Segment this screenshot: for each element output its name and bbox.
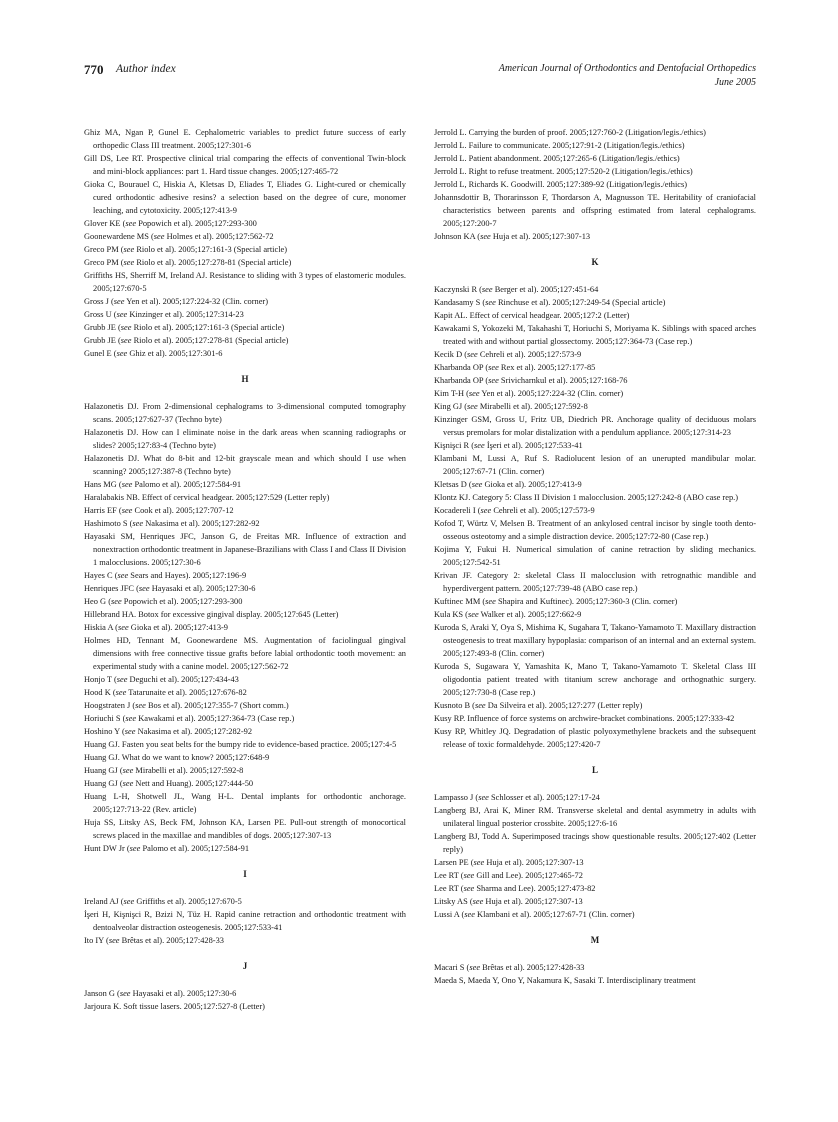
index-entry (434, 361, 756, 374)
entry-citation: Cook et al). 2005;127:707-12 (132, 506, 234, 515)
index-entry: Krivan JF. Category 2: skeletal Class II malocclusion with retrognathic mandible and hyperdivergent pattern. 2005;127:739-48 (ABO case rep.) (434, 571, 756, 593)
index-entry (84, 842, 406, 855)
index-entry (434, 699, 756, 712)
index-entry (84, 673, 406, 686)
entry-author: Kuftinec MM ( (434, 597, 486, 606)
index-letter-heading: M (590, 935, 600, 945)
entry-citation: Hayasaki et al). 2005;127:30-6 (149, 584, 256, 593)
see-reference: see (108, 936, 120, 945)
index-entry (84, 934, 406, 947)
see-reference: see (474, 441, 485, 450)
index-entry: Kuroda S, Araki Y, Oya S, Mishima K, Sugahara T, Takano-Yamamoto T. Maxillary distraction osteogenesis to treat maxillary hypoplasia: comparison of an internal and an external system. 2005;127:493-8 (Clin. corner) (434, 623, 756, 658)
entry-author: Honjo T ( (84, 675, 117, 684)
entry-author: Kocadereli I ( (434, 506, 481, 515)
see-reference: see (123, 245, 135, 254)
see-reference: see (138, 584, 150, 593)
index-entry (84, 256, 406, 269)
entry-author: Hoshino Y ( (84, 727, 125, 736)
entry-citation: Nakasima et al). 2005;127:282-92 (135, 727, 253, 736)
entry-citation: İşeri et al). 2005;127:533-41 (484, 441, 583, 450)
index-letter-heading: K (591, 257, 599, 267)
index-entry: Kofod T, Würtz V, Melsen B. Treatment of an ankylosed central incisor by single tooth dento-osseous osteotomy and a simple distraction device. 2005;127:72-80 (Case rep.) (434, 519, 756, 541)
index-entry (434, 478, 756, 491)
entry-citation: Bos et al). 2005;127:355-7 (Short comm.) (145, 701, 289, 710)
index-entry (434, 791, 756, 804)
index-entry: Maeda S, Maeda Y, Ono Y, Nakamura K, Sasaki T. Interdisciplinary treatment (434, 976, 696, 985)
index-entry (84, 621, 406, 634)
entry-author: Kula KS ( (434, 610, 468, 619)
index-letter-heading: I (243, 869, 247, 879)
see-reference: see (129, 844, 141, 853)
see-reference: see (120, 336, 132, 345)
index-entry: Ghiz MA, Ngan P, Gunel E. Cephalometric variables to predict future success of early orthopedic Class III treatment. 2005;127:301-6 (84, 128, 406, 150)
entry-author: Kecik D ( (434, 350, 468, 359)
entry-citation: Holmes et al). 2005;127:562-72 (164, 232, 274, 241)
entry-citation: Griffiths et al). 2005;127:670-5 (134, 897, 242, 906)
page-header (84, 62, 756, 96)
see-reference: see (121, 506, 133, 515)
section-title: Author index (116, 63, 176, 75)
entry-author: Lee RT ( (434, 871, 464, 880)
index-entry (434, 504, 756, 517)
entry-citation: Shapira and Kuftinec). 2005;127:360-3 (Clin. corner) (495, 597, 678, 606)
index-entry (84, 764, 406, 777)
index-entry: Jerrold L. Carrying the burden of proof. 2005;127:760-2 (Litigation/legis./ethics) (434, 128, 706, 137)
entry-author: Ireland AJ ( (84, 897, 124, 906)
entry-citation: Nett and Huang). 2005;127:444-50 (133, 779, 254, 788)
entry-author: Harris EF ( (84, 506, 122, 515)
entry-author: Gunel E ( (84, 349, 117, 358)
entry-author: Gross U ( (84, 310, 117, 319)
entry-author: Ito IY ( (84, 936, 109, 945)
entry-author: Greco PM ( (84, 245, 124, 254)
index-entry (84, 517, 406, 530)
index-letter-heading: H (241, 374, 249, 384)
index-entry: Halazonetis DJ. How can I eliminate noise in the dark areas when scanning radiographs or slides? 2005;127:83-4 (Techno byte) (84, 428, 406, 450)
entry-citation: Srivicharnkul et al). 2005;127:168-76 (498, 376, 628, 385)
entry-citation: Rex et al). 2005;127:177-85 (498, 363, 596, 372)
entry-author: Hans MG ( (84, 480, 122, 489)
see-reference: see (488, 363, 499, 372)
entry-citation: Mirabelli et al). 2005;127:592-8 (133, 766, 244, 775)
index-entry: Hillebrand HA. Botox for excessive gingival display. 2005;127:645 (Letter) (84, 610, 339, 619)
see-reference: see (124, 727, 136, 736)
index-entry (434, 895, 756, 908)
see-reference: see (121, 480, 133, 489)
entry-author: Hiskia A ( (84, 623, 118, 632)
entry-citation: Schlosser et al). 2005;127:17-24 (488, 793, 600, 802)
index-entry (84, 217, 406, 230)
entry-author: Heo G ( (84, 597, 111, 606)
entry-author: Hood K ( (84, 688, 116, 697)
entry-author: Henriques JFC ( (84, 584, 139, 593)
index-entry (84, 569, 406, 582)
index-entry: Huang L-H, Shotwell JL, Wang H-L. Dental implants for orthodontic anchorage. 2005;127:713-22 (Rev. article) (84, 792, 406, 814)
entry-author: Litsky AS ( (434, 897, 473, 906)
index-entry (84, 230, 406, 243)
index-entry (434, 348, 756, 361)
see-reference: see (125, 219, 137, 228)
entry-citation: Gill and Lee). 2005;127:465-72 (474, 871, 583, 880)
entry-author: Janson G ( (84, 989, 120, 998)
see-reference: see (468, 389, 480, 398)
index-entry (84, 712, 406, 725)
entry-citation: Huja et al). 2005;127:307-13 (483, 897, 583, 906)
see-reference: see (123, 258, 135, 267)
index-entry (84, 504, 406, 517)
index-entry: Jerrold L. Patient abandonment. 2005;127:265-6 (Litigation/legis./ethics) (434, 154, 680, 163)
index-entry: Gioka C, Bourauel C, Hiskia A, Kletsas D, Eliades T, Eliades G. Light-cured or chemically cured orthodontic adhesive resins? a selection based on the degree of cure, monomer leaching, and cytotoxicity. 2005;127:413-9 (84, 180, 406, 215)
index-entry: Griffiths HS, Sherriff M, Ireland AJ. Resistance to sliding with 3 types of elastomeric modules. 2005;127:670-5 (84, 271, 406, 293)
see-reference: see (485, 597, 496, 606)
entry-author: Kişnişci R ( (434, 441, 475, 450)
index-entry (84, 895, 406, 908)
see-reference: see (120, 323, 132, 332)
see-reference: see (469, 963, 481, 972)
index-entry (434, 400, 756, 413)
index-entry (434, 374, 756, 387)
see-reference: see (113, 297, 125, 306)
index-entry (434, 869, 756, 882)
index-entry: Langberg BJ, Arai K, Miner RM. Transverse skeletal and dental asymmetry in adults with unilateral lingual posterior crossbite. 2005;127:6-16 (434, 806, 756, 828)
entry-citation: Riolo et al). 2005;127:278-81 (Special article) (134, 258, 292, 267)
entry-author: Kharbanda OP ( (434, 376, 489, 385)
see-reference: see (471, 480, 483, 489)
entry-citation: Sears and Hayes). 2005;127:196-9 (128, 571, 247, 580)
see-reference: see (117, 571, 129, 580)
index-entry: İşeri H, Kişnişci R, Bzizi N, Tüz H. Rapid canine retraction and orthodontic treatment with dentoalveolar distraction osteogenesis. 2005;127:533-41 (84, 910, 406, 932)
entry-author: Kletsas D ( (434, 480, 472, 489)
entry-author: Lussi A ( (434, 910, 465, 919)
index-entry (84, 595, 406, 608)
see-reference: see (117, 623, 129, 632)
index-entry (84, 686, 406, 699)
entry-citation: Rinchuse et al). 2005;127:249-54 (Special article) (495, 298, 666, 307)
index-entry (84, 478, 406, 491)
index-entry (84, 295, 406, 308)
see-reference: see (473, 858, 485, 867)
index-entry (84, 582, 406, 595)
entry-author: Goonewardene MS ( (84, 232, 154, 241)
entry-citation: Riolo et al). 2005;127:161-3 (Special article) (131, 323, 285, 332)
entry-author: Hayes C ( (84, 571, 118, 580)
see-reference: see (463, 884, 475, 893)
see-reference: see (135, 701, 146, 710)
right-column (434, 126, 756, 987)
entry-author: Hashimoto S ( (84, 519, 133, 528)
index-entry (434, 439, 756, 452)
index-entry (434, 608, 756, 621)
entry-author: Lampasso J ( (434, 793, 479, 802)
entry-author: Greco PM ( (84, 258, 124, 267)
index-entry (434, 856, 756, 869)
see-reference: see (467, 610, 479, 619)
index-entry (434, 296, 756, 309)
entry-citation: Popowich et al). 2005;127:293-300 (121, 597, 243, 606)
entry-citation: Palomo et al). 2005;127:584-91 (140, 844, 250, 853)
index-entry: Gill DS, Lee RT. Prospective clinical trial comparing the effects of conventional Twin-block and mini-block appliances: part 1. Hard tissue changes. 2005;127:465-72 (84, 154, 406, 176)
see-reference: see (474, 701, 486, 710)
entry-citation: Cehreli et al). 2005;127:573-9 (491, 506, 595, 515)
index-entry: Jarjoura K. Soft tissue lasers. 2005;127:527-8 (Letter) (84, 1002, 265, 1011)
entry-author: Grubb JE ( (84, 336, 121, 345)
index-entry: Kawakami S, Yokozeki M, Takahashi T, Horiuchi S, Moriyama K. Siblings with spaced arches treated with and without partial glossectomy. 2005;127:364-73 (Case rep.) (434, 324, 756, 346)
index-entry: Hayasaki SM, Henriques JFC, Janson G, de Freitas MR. Influence of extraction and nonextraction orthodontic treatment in Japanese-Brazilians with Class I and Class II Division 1 malocclusions. 2005;127:30-6 (84, 532, 406, 567)
see-reference: see (485, 298, 496, 307)
index-entry (434, 387, 756, 400)
index-entry (434, 908, 756, 921)
index-entry (84, 243, 406, 256)
entry-citation: Yen et al). 2005;127:224-32 (Clin. corner) (479, 389, 624, 398)
entry-citation: Gioka et al). 2005;127:413-9 (482, 480, 582, 489)
entry-author: Johnson KA ( (434, 232, 481, 241)
journal-title: American Journal of Orthodontics and Dentofacial Orthopedics (498, 63, 756, 74)
index-entry (84, 725, 406, 738)
see-reference: see (116, 310, 128, 319)
see-reference: see (467, 350, 478, 359)
entry-author: Grubb JE ( (84, 323, 121, 332)
index-entry (84, 987, 406, 1000)
see-reference: see (488, 376, 499, 385)
index-entry: Johannsdottir B, Thorarinsson F, Thordarson A, Magnusson TE. Heritability of craniofacial characteristics between parents and offspring estimated from lateral cephalograms. 2005;127:200-7 (434, 193, 756, 228)
entry-citation: Kinzinger et al). 2005;127:314-23 (127, 310, 244, 319)
see-reference: see (116, 349, 128, 358)
index-entry (434, 882, 756, 895)
entry-author: Hunt DW Jr ( (84, 844, 130, 853)
see-reference: see (122, 779, 134, 788)
index-entry (84, 777, 406, 790)
see-reference: see (464, 910, 475, 919)
index-entry: Kapit AL. Effect of cervical headgear. 2005;127:2 (Letter) (434, 311, 630, 320)
entry-author: Macari S ( (434, 963, 470, 972)
index-entry: Jerrold L. Failure to communicate. 2005;127:91-2 (Litigation/legis./ethics) (434, 141, 685, 150)
index-entry: Kojima Y, Fukui H. Numerical simulation of canine retraction by sliding mechanics. 2005;127:542-51 (434, 545, 756, 567)
entry-author: Huang GJ ( (84, 779, 123, 788)
see-reference: see (153, 232, 165, 241)
index-entry: Kusy RP. Influence of force systems on archwire-bracket combinations. 2005;127:333-42 (434, 714, 735, 723)
entry-author: Kim T-H ( (434, 389, 469, 398)
entry-citation: Sharma and Lee). 2005;127:473-82 (474, 884, 596, 893)
see-reference: see (123, 897, 135, 906)
index-entry: Klontz KJ. Category 5: Class II Division 1 malocclusion. 2005;127:242-8 (ABO case rep.) (434, 493, 739, 502)
index-entry: Haralabakis NB. Effect of cervical headgear. 2005;127:529 (Letter reply) (84, 493, 330, 502)
see-reference: see (480, 506, 492, 515)
see-reference: see (116, 675, 128, 684)
see-reference: see (481, 285, 493, 294)
entry-citation: Palomo et al). 2005;127:584-91 (132, 480, 242, 489)
entry-citation: Walker et al). 2005;127:662-9 (478, 610, 582, 619)
see-reference: see (463, 871, 475, 880)
entry-citation: Popowich et al). 2005;127:293-300 (136, 219, 257, 228)
entry-author: Lee RT ( (434, 884, 464, 893)
entry-citation: Berger et al). 2005;127:451-64 (492, 285, 599, 294)
index-entry (434, 283, 756, 296)
index-entry: Huja SS, Litsky AS, Beck FM, Johnson KA, Larsen PE. Pull-out strength of monocortical screws placed in the maxillae and mandibles of dogs. 2005;127:307-13 (84, 818, 406, 840)
entry-citation: Gioka et al). 2005;127:413-9 (128, 623, 228, 632)
entry-citation: Hayasaki et al). 2005;127:30-6 (130, 989, 237, 998)
see-reference: see (467, 402, 478, 411)
entry-author: King GJ ( (434, 402, 468, 411)
entry-citation: Riolo et al). 2005;127:278-81 (Special article) (131, 336, 289, 345)
entry-citation: Tatarunaite et al). 2005;127:676-82 (126, 688, 247, 697)
entry-author: Hoogstraten J ( (84, 701, 136, 710)
index-entry (434, 961, 756, 974)
entry-author: Huang GJ ( (84, 766, 123, 775)
see-reference: see (132, 519, 144, 528)
index-entry (84, 347, 406, 360)
index-entry: Kuroda S, Sugawara Y, Yamashita K, Mano T, Takano-Yamamoto T. Skeletal Class III oligodontia patient treated with titanium screw anchorage and orthognathic surgery. 2005;127:730-8 (Case rep.) (434, 662, 756, 697)
index-entry: Huang GJ. Fasten you seat belts for the bumpy ride to evidence-based practice. 2005;127:4-5 (84, 740, 397, 749)
entry-author: Kusnoto B ( (434, 701, 475, 710)
index-entry: Klambani M, Lussi A, Ruf S. Radiolucent lesion of an unerupted mandibular molar. 2005;127:67-71 (Clin. corner) (434, 454, 756, 476)
index-entry: Jerrold L, Richards K. Goodwill. 2005;127:389-92 (Litigation/legis./ethics) (434, 180, 688, 189)
index-entry: Langberg BJ, Todd A. Superimposed tracings show questionable results. 2005;127:402 (Letter reply) (434, 832, 756, 854)
entry-author: Kharbanda OP ( (434, 363, 489, 372)
see-reference: see (110, 597, 122, 606)
entry-citation: Riolo et al). 2005;127:161-3 (Special article) (134, 245, 288, 254)
index-entry (84, 308, 406, 321)
issue-date: June 2005 (714, 77, 756, 88)
entry-author: Kandasamy S ( (434, 298, 486, 307)
index-entry: Halazonetis DJ. What do 8-bit and 12-bit grayscale mean and which should I use when scanning? 2005;127:387-8 (Techno byte) (84, 454, 406, 476)
entry-author: Glover KE ( (84, 219, 126, 228)
index-entry: Kusy RP, Whitley JQ. Degradation of plastic polyoxymethylene brackets and the subsequent release of toxic formaldehyde. 2005;127:420-7 (434, 727, 756, 749)
see-reference: see (119, 989, 131, 998)
index-letter-heading: J (242, 961, 248, 971)
entry-citation: Huja et al). 2005;127:307-13 (490, 232, 591, 241)
entry-citation: Nakasima et al). 2005;127:282-92 (143, 519, 260, 528)
entry-author: Gross J ( (84, 297, 114, 306)
entry-citation: Brêtas et al). 2005;127:428-33 (119, 936, 224, 945)
entry-citation: Mirabelli et al). 2005;127:592-8 (477, 402, 588, 411)
index-entry: Halazonetis DJ. From 2-dimensional cephalograms to 3-dimensional computed tomography scans. 2005;127:627-37 (Techno byte) (84, 402, 406, 424)
entry-citation: Kawakami et al). 2005;127:364-73 (Case rep.) (136, 714, 295, 723)
page-number: 770 (84, 62, 104, 77)
entry-citation: Ghiz et al). 2005;127:301-6 (127, 349, 223, 358)
index-entry: Holmes HD, Tennant M, Goonewardene MS. Augmentation of faciolingual gingival dimensions with free connective tissue grafts before labial orthodontic tooth movement: an experimental study with a canine model. 2005;127:562-72 (84, 636, 406, 671)
see-reference: see (125, 714, 137, 723)
index-entry (434, 230, 756, 243)
index-entry: Kinzinger GSM, Gross U, Fritz UB, Diedrich PR. Anchorage quality of deciduous molars versus premolars for molar distalization with a pendulum appliance. 2005;127:314-23 (434, 415, 756, 437)
index-entry (84, 321, 406, 334)
see-reference: see (478, 793, 489, 802)
entry-citation: Cehreli et al). 2005;127:573-9 (477, 350, 582, 359)
entry-citation: Klambani et al). 2005;127:67-71 (Clin. corner) (474, 910, 635, 919)
index-entry (434, 595, 756, 608)
entry-citation: Yen et al). 2005;127:224-32 (Clin. corner) (124, 297, 268, 306)
entry-author: Kaczynski R ( (434, 285, 482, 294)
index-entry (84, 699, 406, 712)
see-reference: see (472, 897, 484, 906)
index-entry: Jerrold L. Right to refuse treatment. 2005;127:520-2 (Litigation/legis./ethics) (434, 167, 693, 176)
see-reference: see (480, 232, 491, 241)
entry-citation: Brêtas et al). 2005;127:428-33 (480, 963, 585, 972)
see-reference: see (122, 766, 134, 775)
index-letter-heading: L (591, 765, 598, 775)
entry-author: Larsen PE ( (434, 858, 474, 867)
index-entry: Huang GJ. What do we want to know? 2005;127:648-9 (84, 753, 270, 762)
entry-author: Horiuchi S ( (84, 714, 126, 723)
entry-citation: Deguchi et al). 2005;127:434-43 (127, 675, 239, 684)
left-column (84, 126, 406, 1013)
index-entry (84, 334, 406, 347)
entry-citation: Da Silveira et al). 2005;127:277 (Letter reply) (485, 701, 643, 710)
see-reference: see (115, 688, 127, 697)
entry-citation: Huja et al). 2005;127:307-13 (484, 858, 584, 867)
